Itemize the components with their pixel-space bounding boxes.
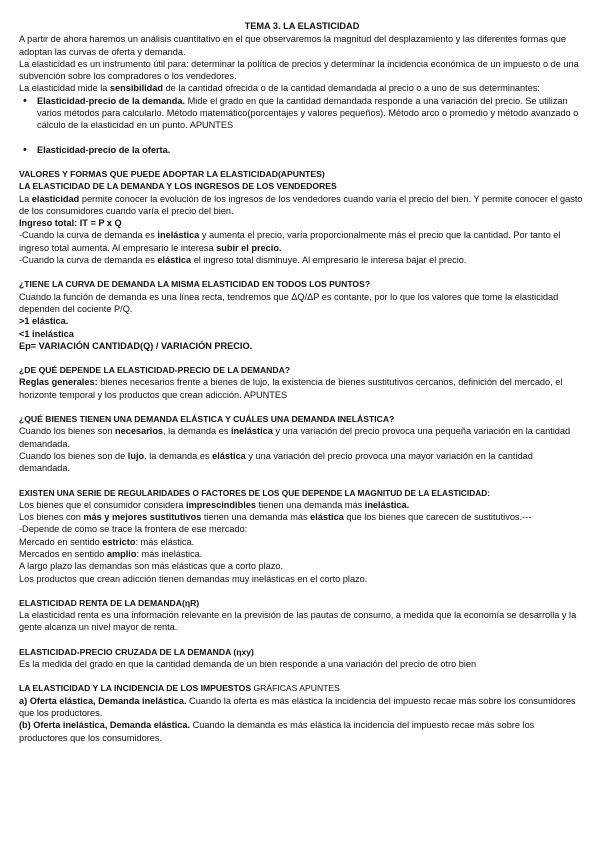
- paragraph: La elasticidad permite conocer la evolución de los ingresos de los vendedores cuando varía el precio del bien. Y permite conocer el gasto de los consumidores cuando varía el precio del bien.: [19, 193, 583, 216]
- section-heading: LA ELASTICIDAD DE LA DEMANDA Y LOS INGRESOS DE LOS VENDEDORES: [19, 181, 337, 192]
- section-heading: LA ELASTICIDAD Y LA INCIDENCIA DE LOS IMPUESTOS GRÁFICAS APUNTES: [19, 683, 340, 694]
- paragraph: >1 elástica.: [19, 316, 69, 327]
- spacer: [19, 401, 585, 413]
- section-heading: ¿TIENE LA CURVA DE DEMANDA LA MISMA ELASTICIDAD EN TODOS LOS PUNTOS?: [19, 279, 371, 290]
- spacer: [19, 585, 585, 597]
- formula: Ingreso total: IT = P x Q: [19, 218, 122, 229]
- elasticity-types-list: [19, 95, 585, 156]
- paragraph: -Depende de como se trace la frontera de ese mercado:: [19, 524, 248, 535]
- paragraph: a) Oferta elástica, Demanda inelástica. Cuando la oferta es más elástica la incidencia del impuesto recae más sobre los consumidores que los productores.: [19, 695, 576, 718]
- spacer: [19, 266, 585, 278]
- paragraph: (b) Oferta inelástica, Demanda elástica. Cuando la demanda es más elástica la incidencia del impuesto recae más sobre los productores que los consumidores.: [19, 720, 535, 743]
- paragraph: Cuando la función de demanda es una línea recta, tendremos que ΔQ/ΔP es contante, por lo que los valores que tome la elasticidad dependen del cociente P/Q.: [19, 291, 559, 314]
- paragraph: Es la medida del grado en que la cantidad demanda de un bien responde a una variación del precio de otro bien: [19, 659, 477, 670]
- section-heading: ELASTICIDAD RENTA DE LA DEMANDA(ηR): [19, 597, 200, 608]
- intro-paragraph-1: A partir de ahora haremos un análisis cuantitativo en el que observaremos la magnitud del desplazamiento y las diferentes formas que adoptan las curvas de oferta y demanda.: [19, 34, 566, 57]
- paragraph: Los bienes que el consumidor considera imprescindibles tienen una demanda más inelástica.: [19, 499, 410, 510]
- section-heading: EXISTEN UNA SERIE DE REGULARIDADES O FACTORES DE LOS QUE DEPENDE LA MAGNITUD DE LA ELASTICIDAD:: [19, 487, 490, 498]
- paragraph: Ep= VARIACIÓN CANTIDAD(Q) / VARIACIÓN PRECIO.: [19, 340, 253, 351]
- paragraph: Los bienes con más y mejores sustitutivos tienen una demanda más elástica que los bienes que carecen de sustitutivos.---: [19, 512, 532, 523]
- paragraph: Los productos que crean adicción tienen demandas muy inelásticas en el corto plazo.: [19, 573, 368, 584]
- intro-paragraph-3: La elasticidad mide la sensibilidad de la cantidad ofrecida o de la cantidad demandada al precio o a uno de sus determinantes:: [19, 83, 540, 94]
- section-heading: ¿DE QUÉ DEPENDE LA ELASTICIDAD-PRECIO DE LA DEMANDA?: [19, 365, 291, 376]
- spacer: [19, 475, 585, 487]
- paragraph: A largo plazo las demandas son más elásticas que a corto plazo.: [19, 561, 284, 572]
- spacer: [19, 634, 585, 646]
- spacer: [19, 670, 585, 682]
- section-heading: ¿QUÉ BIENES TIENEN UNA DEMANDA ELÁSTICA Y CUÁLES UNA DEMANDA INELÁSTICA?: [19, 414, 395, 425]
- paragraph: -Cuando la curva de demanda es elástica el ingreso total disminuye. Al empresario le interesa bajar el precio.: [19, 255, 467, 266]
- paragraph: -Cuando la curva de demanda es inelástica y aumenta el precio, varía proporcionalmente más el precio que la cantidad. Por tanto el ingreso total aumenta. Al empresario le interesa subir el precio.: [19, 230, 561, 253]
- paragraph: Mercados en sentido amplio: más inelástica.: [19, 548, 203, 559]
- paragraph: Reglas generales: bienes necesarios frente a bienes de lujo, la existencia de bienes sustitutivos cercanos, definición del mercado, el horizonte temporal y los productos que crean adicción. APUNTES: [19, 377, 563, 400]
- section-heading: ELASTICIDAD-PRECIO CRUZADA DE LA DEMANDA (ηxy): [19, 646, 254, 657]
- spacer: [19, 352, 585, 364]
- document-body: [19, 20, 585, 744]
- paragraph: Cuando los bienes son necesarios, la demanda es inelástica y una variación del precio provoca una pequeña variación en la cantidad demandada.: [19, 426, 571, 449]
- paragraph: Cuando los bienes son de lujo, la demanda es elástica y una variación del precio provoca una mayor variación en la cantidad demandada.: [19, 450, 533, 474]
- section-heading: VALORES Y FORMAS QUE PUEDE ADOPTAR LA ELASTICIDAD(APUNTES): [19, 168, 325, 179]
- paragraph: La elasticidad renta es una información relevante en la previsión de las pautas de consumo, a medida que la economía se desarrolla y la gente alcanza un nivel mayor de renta.: [19, 610, 577, 633]
- spacer: [19, 156, 585, 168]
- list-item: • Elasticidad-precio de la demanda. Mide el grado en que la cantidad demandada responde a una variación del precio. Se utilizan varios métodos para calcularlo. Método matemático(porcentajes y valores pequeños). Método arco o promedio y método avanzado o cálculo de la elasticidad en un punto. APUNTES: [37, 95, 585, 132]
- list-item: • Elasticidad-precio de la oferta.: [37, 144, 585, 156]
- paragraph: <1 inelástica: [19, 328, 74, 339]
- paragraph: Mercado en sentido estricto: más elástica.: [19, 536, 195, 547]
- page-title: TEMA 3. LA ELASTICIDAD: [244, 21, 360, 31]
- intro-paragraph-2: La elasticidad es un instrumento útil para: determinar la política de precios y determinar la incidencia económica de un impuesto o de una subvención sobre los compradores o los vendedores.: [19, 58, 579, 82]
